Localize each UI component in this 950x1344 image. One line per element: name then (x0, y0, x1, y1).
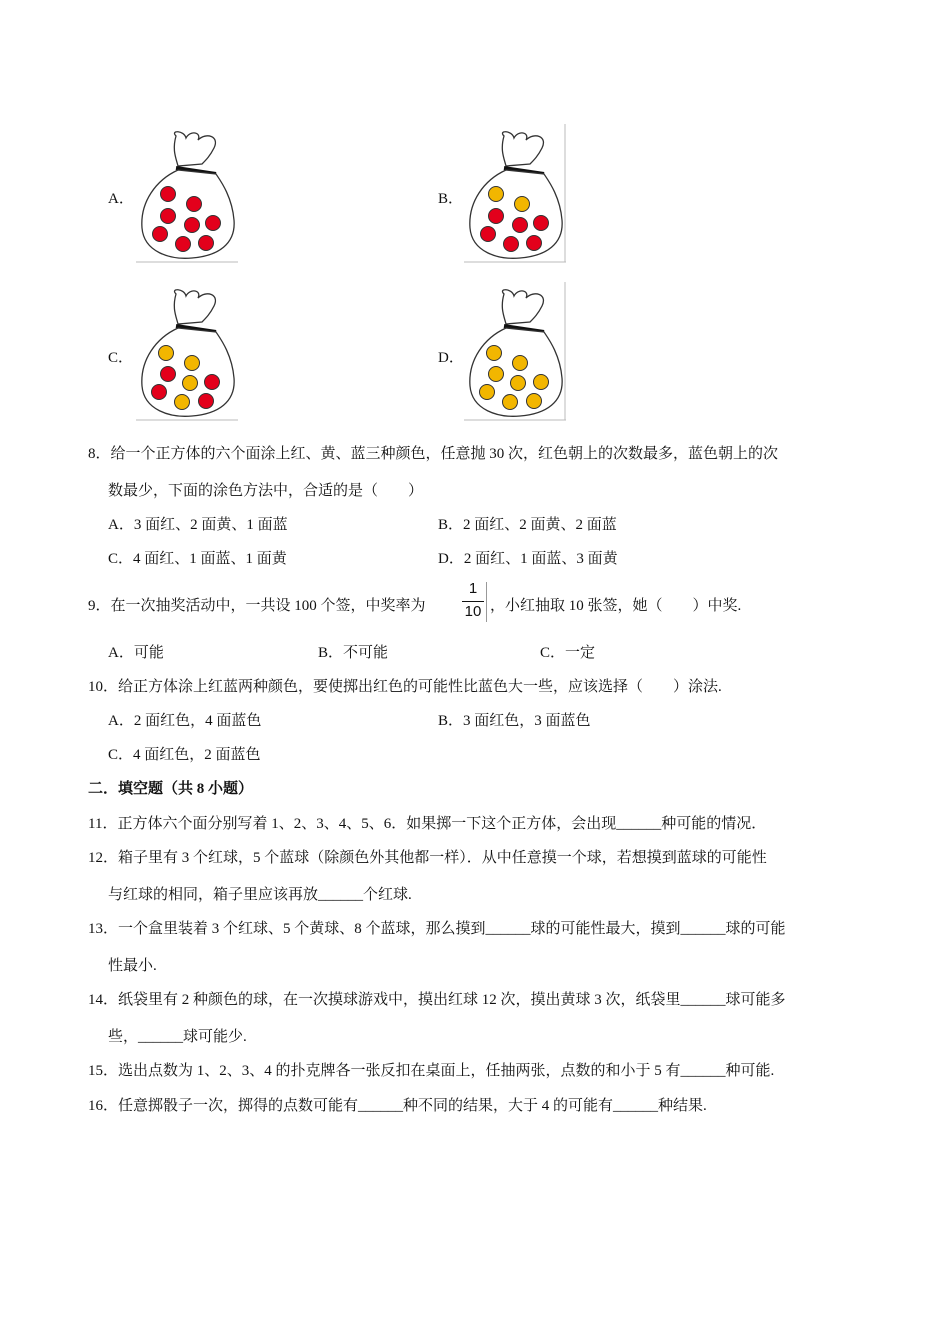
q8-stem-line1: 8．给一个正方体的六个面涂上红、黄、蓝三种颜色，任意抛 30 次，红色朝上的次数最多，蓝色朝上的次 (88, 446, 779, 462)
yellow-ball (183, 376, 198, 391)
q13-stem-line1: 13．一个盒里装着 3 个红球、5 个黄球、8 个蓝球，那么摸到______球的可能性最大，摸到______球的可能 (88, 921, 786, 937)
yellow-ball (185, 356, 200, 371)
q7-option-b-label: B． (438, 191, 464, 207)
q10-stem: 10．给正方体涂上红蓝两种颜色，要使掷出红色的可能性比蓝色大一些，应该选择（ ）涂法. (88, 679, 722, 695)
fraction-denominator: 10 (464, 603, 482, 620)
red-ball (152, 385, 167, 400)
yellow-ball (503, 395, 518, 410)
yellow-ball (511, 376, 526, 391)
yellow-ball (515, 197, 530, 212)
q8-option-d: D．2 面红、1 面蓝、3 面黄 (438, 551, 618, 567)
q8-stem-line2: 数最少，下面的涂色方法中，合适的是（ ） (108, 483, 424, 499)
q7-option-c-label: C． (108, 350, 134, 366)
q7-option-a-label: A． (108, 191, 134, 207)
bag-knot (174, 132, 215, 166)
q14-stem-line2: 些，______球可能少. (108, 1029, 247, 1045)
q8-option-a: A．3 面红、2 面黄、1 面蓝 (108, 517, 288, 533)
fraction-numerator: 1 (468, 580, 478, 597)
red-ball (161, 367, 176, 382)
q8-option-b: B．2 面红、2 面黄、2 面蓝 (438, 517, 617, 533)
q10-option-c: C．4 面红色，2 面蓝色 (108, 747, 261, 763)
red-ball (185, 218, 200, 233)
yellow-ball (175, 395, 190, 410)
q12-stem-line1: 12．箱子里有 3 个红球，5 个蓝球（除颜色外其他都一样）．从中任意摸一个球，若想摸到蓝球的可能性 (88, 850, 767, 866)
q15-stem: 15．选出点数为 1、2、3、4 的扑克牌各一张反扣在桌面上，任抽两张，点数的和小于 5 有______种可能. (88, 1063, 775, 1079)
q13-stem-line2: 性最小. (108, 958, 157, 974)
red-ball (206, 216, 221, 231)
q9-option-a: A．可能 (108, 645, 164, 661)
red-ball (161, 187, 176, 202)
q16-stem: 16．任意掷骰子一次，掷得的点数可能有______种不同的结果，大于 4 的可能有______种结果. (88, 1098, 707, 1114)
q10-option-b: B．3 面红色，3 面蓝色 (438, 713, 591, 729)
q7-option-b-bag-image (464, 124, 568, 264)
yellow-ball (527, 394, 542, 409)
q12-stem-line2: 与红球的相同，箱子里应该再放______个红球. (108, 887, 412, 903)
red-ball (481, 227, 496, 242)
q9-fraction (461, 580, 487, 624)
q14-stem-line1: 14．纸袋里有 2 种颜色的球，在一次摸球游戏中，摸出红球 12 次，摸出黄球 3 次，纸袋里______球可能多 (88, 992, 786, 1008)
red-ball (199, 236, 214, 251)
q10-option-a: A．2 面红色，4 面蓝色 (108, 713, 262, 729)
red-ball (161, 209, 176, 224)
q9-option-c: C．一定 (540, 645, 596, 661)
yellow-ball (534, 375, 549, 390)
section-heading-fill-in: 二．填空题（共 8 小题） (88, 781, 254, 797)
red-ball (199, 394, 214, 409)
yellow-ball (489, 367, 504, 382)
red-ball (489, 209, 504, 224)
q8-option-c: C．4 面红、1 面蓝、1 面黄 (108, 551, 287, 567)
q9-option-b: B．不可能 (318, 645, 389, 661)
yellow-ball (489, 187, 504, 202)
q7-option-a-bag-image (136, 128, 238, 264)
q7-option-d-bag-image (464, 282, 568, 422)
red-ball (534, 216, 549, 231)
yellow-ball (480, 385, 495, 400)
fraction-image-border (486, 582, 487, 622)
yellow-ball (159, 346, 174, 361)
red-ball (187, 197, 202, 212)
red-ball (205, 375, 220, 390)
q9-stem-before: 9．在一次抽奖活动中，一共设 100 个签，中奖率为 (88, 598, 426, 614)
yellow-ball (513, 356, 528, 371)
yellow-ball (487, 346, 502, 361)
red-ball (504, 237, 519, 252)
q11-stem: 11．正方体六个面分别写着 1、2、3、4、5、6．如果掷一下这个正方体，会出现______种可能的情况． (88, 816, 767, 832)
q7-option-d-label: D． (438, 350, 464, 366)
red-ball (513, 218, 528, 233)
red-ball (176, 237, 191, 252)
fraction-bar (462, 601, 484, 602)
red-ball (153, 227, 168, 242)
red-ball (527, 236, 542, 251)
q9-stem-after: ，小红抽取 10 张签，她（ ）中奖. (490, 598, 742, 614)
q7-option-c-bag-image (136, 286, 238, 422)
